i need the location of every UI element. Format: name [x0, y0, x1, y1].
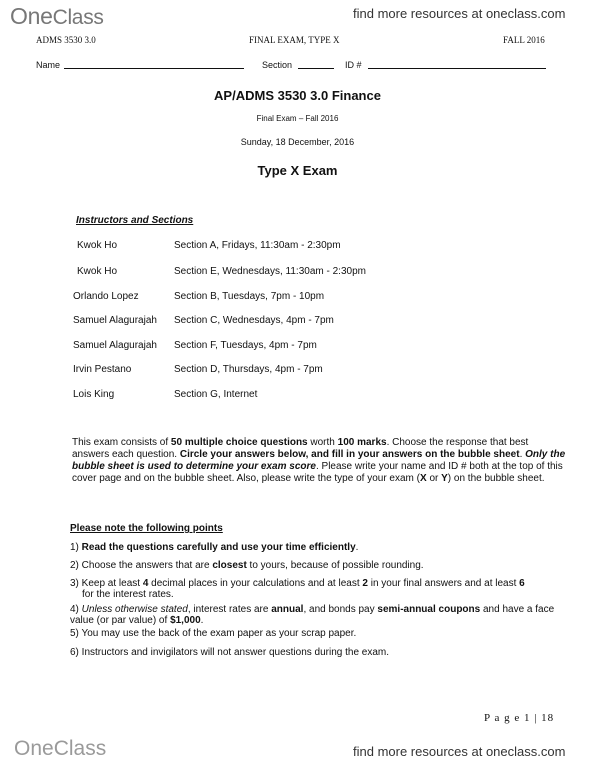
- section-line: [298, 60, 334, 69]
- instructor-name: Kwok Ho: [77, 266, 118, 277]
- instructor-section: Section F, Tuesdays, 4pm - 7pm: [174, 340, 317, 351]
- name-line: [64, 60, 244, 69]
- instructor-section: Section C, Wednesdays, 4pm - 7pm: [174, 315, 334, 326]
- id-line: [368, 60, 546, 69]
- instructor-name: Irvin Pestano: [73, 364, 132, 375]
- note-3: 3) Keep at least 4 decimal places in your calculations and at least 2 in your final answers and at least 6 for the interest rates.: [70, 578, 525, 600]
- logo-class: Class: [52, 6, 104, 29]
- oneclass-logo: [10, 3, 104, 30]
- exam-subtitle: Final Exam – Fall 2016: [256, 114, 339, 123]
- logo-one: One: [14, 737, 54, 760]
- oneclass-logo-bottom: [14, 737, 106, 761]
- note-2: 2) Choose the answers that are closest to yours, because of possible rounding.: [70, 560, 424, 571]
- instructor-name: Samuel Alagurajah: [73, 315, 157, 326]
- instructors-heading: Instructors and Sections: [76, 215, 194, 226]
- instructor-section: Section B, Tuesdays, 7pm - 10pm: [174, 291, 325, 302]
- name-label: Name: [36, 60, 61, 70]
- exam-type: Type X Exam: [257, 163, 338, 178]
- header-course: ADMS 3530 3.0: [36, 35, 96, 45]
- instructor-name: Samuel Alagurajah: [73, 340, 157, 351]
- instructor-section: Section E, Wednesdays, 11:30am - 2:30pm: [174, 266, 366, 277]
- id-label: ID #: [345, 60, 362, 70]
- instructor-section: Section D, Thursdays, 4pm - 7pm: [174, 364, 323, 375]
- banner-tagline[interactable]: find more resources at oneclass.com: [353, 6, 566, 21]
- header-exam: FINAL EXAM, TYPE X: [249, 35, 340, 45]
- instructor-name: Lois King: [73, 389, 115, 400]
- instructor-name: Kwok Ho: [77, 240, 118, 251]
- logo-one: One: [10, 3, 53, 29]
- header-term: FALL 2016: [503, 35, 545, 45]
- logo-class: Class: [53, 737, 107, 760]
- note-1: 1) Read the questions carefully and use your time efficiently.: [70, 542, 359, 553]
- exam-date: Sunday, 18 December, 2016: [240, 137, 355, 147]
- instructor-section: Section G, Internet: [174, 389, 258, 400]
- note-6: 6) Instructors and invigilators will not answer questions during the exam.: [70, 647, 390, 658]
- exam-title: AP/ADMS 3530 3.0 Finance: [214, 88, 381, 103]
- banner-tagline-bottom[interactable]: find more resources at oneclass.com: [353, 744, 566, 759]
- notes-heading: Please note the following points: [70, 523, 223, 534]
- note-5: 5) You may use the back of the exam paper as your scrap paper.: [70, 628, 357, 639]
- section-label: Section: [262, 60, 293, 70]
- instructor-section: Section A, Fridays, 11:30am - 2:30pm: [174, 240, 341, 251]
- instructor-name: Orlando Lopez: [73, 291, 139, 302]
- page-number: P a g e 1 | 18: [484, 712, 555, 724]
- exam-instructions: This exam consists of 50 multiple choice questions worth 100 marks. Choose the response that best answers each question. Circle your answers below, and fill in your answers on the bubble sheet. Only the bubble sheet is used to determine your exam score. Please write your name and ID # both at the top of this cover page and on the bubble sheet. Also, please write the type of your exam (X or Y) on the bubble sheet.: [72, 437, 566, 484]
- note-4: 4) Unless otherwise stated, interest rates are annual, and bonds pay semi-annual coupons and have a face value (or par value) of $1,000.: [70, 604, 555, 626]
